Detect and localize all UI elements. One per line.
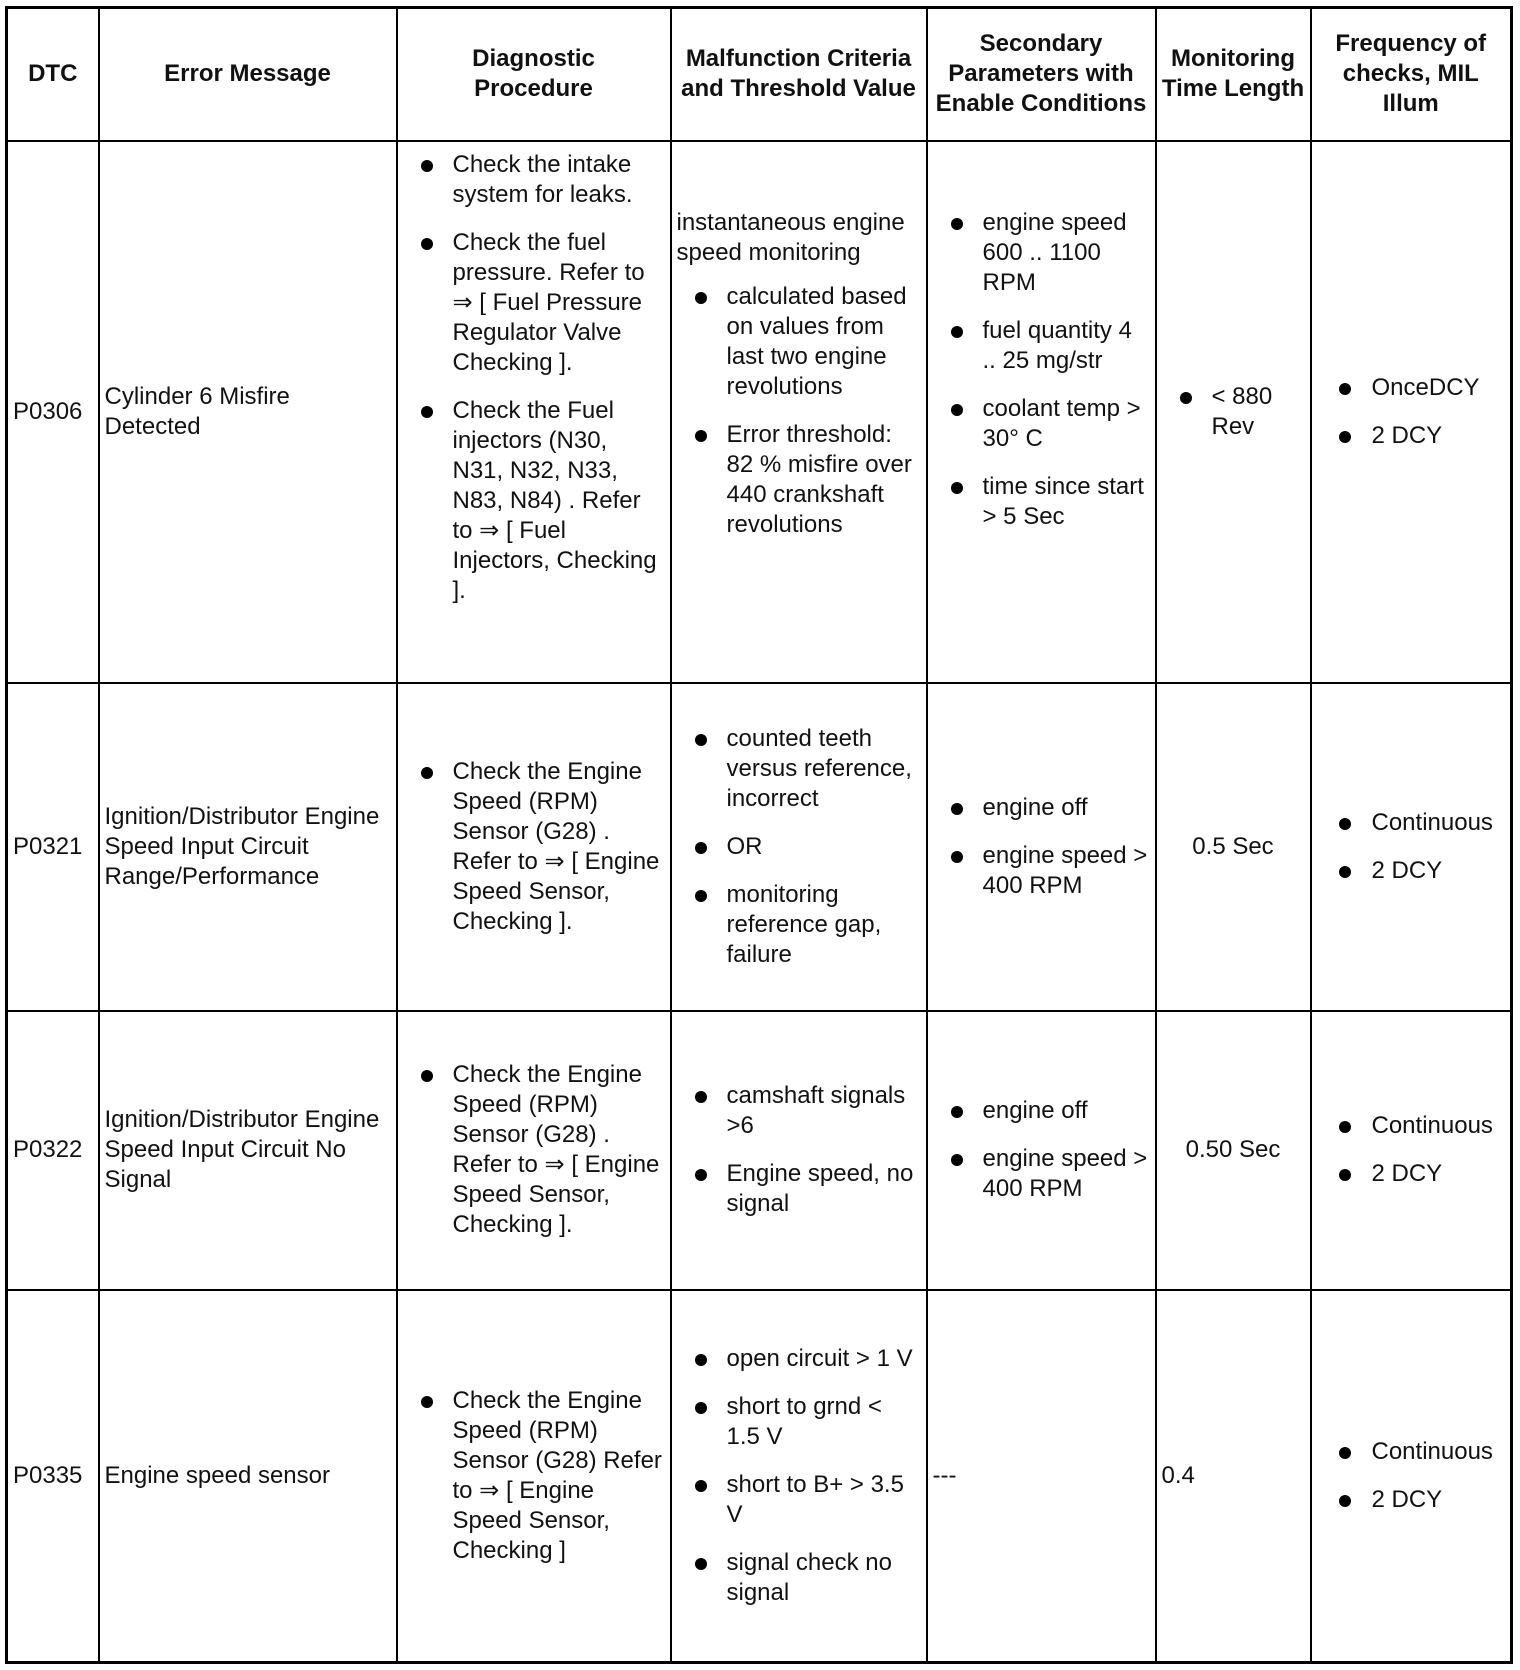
frequency	[1311, 1011, 1512, 1290]
frequency-item: Continuous	[1317, 1111, 1506, 1141]
error-message: Ignition/Distributor Engine Speed Input Circuit No Signal	[99, 1011, 397, 1290]
dtc-code: P0335	[7, 1290, 99, 1663]
table-row	[7, 683, 1512, 1011]
secondary-item: engine speed > 400 RPM	[933, 1144, 1150, 1204]
secondary-parameters	[927, 141, 1156, 683]
diagnostic-procedure	[397, 141, 671, 683]
frequency-item: 2 DCY	[1317, 856, 1506, 886]
malfunction-item: signal check no signal	[677, 1548, 921, 1608]
frequency-item: Continuous	[1317, 808, 1506, 838]
table-row	[7, 1011, 1512, 1290]
header-row	[7, 8, 1512, 141]
frequency	[1311, 683, 1512, 1011]
frequency-item: 2 DCY	[1317, 1159, 1506, 1189]
frequency-item: Continuous	[1317, 1437, 1506, 1467]
secondary-item: engine speed 600 .. 1100 RPM	[933, 208, 1150, 298]
malfunction-criteria	[671, 141, 927, 683]
procedure-item: Check the Engine Speed (RPM) Sensor (G28) Refer to ⇒ [ Engine Speed Sensor, Checking ]	[403, 1386, 665, 1566]
diagnostic-procedure	[397, 1290, 671, 1663]
secondary-parameters	[927, 1011, 1156, 1290]
frequency	[1311, 1290, 1512, 1663]
dtc-table	[5, 6, 1513, 1664]
secondary-item: fuel quantity 4 .. 25 mg/str	[933, 316, 1150, 376]
secondary-item: engine off	[933, 793, 1150, 823]
header-error-message: Error Message	[99, 8, 397, 141]
malfunction-item: OR	[677, 832, 921, 862]
header-secondary-parameters: Secondary Parameters with Enable Conditions	[927, 8, 1156, 141]
header-diagnostic-procedure	[397, 8, 671, 141]
malfunction-item: short to B+ > 3.5 V	[677, 1470, 921, 1530]
procedure-item: Check the intake system for leaks.	[403, 150, 665, 210]
malfunction-item: Engine speed, no signal	[677, 1159, 921, 1219]
malfunction-criteria	[671, 1011, 927, 1290]
secondary-parameters	[927, 683, 1156, 1011]
dtc-code: P0322	[7, 1011, 99, 1290]
header-frequency: Frequency of checks, MIL Illum	[1311, 8, 1512, 141]
malfunction-item: calculated based on values from last two engine revolutions	[677, 282, 921, 402]
procedure-item: Check the Engine Speed (RPM) Sensor (G28) . Refer to ⇒ [ Engine Speed Sensor, Checking ].	[403, 757, 665, 937]
procedure-item: Check the Engine Speed (RPM) Sensor (G28) . Refer to ⇒ [ Engine Speed Sensor, Checking ].	[403, 1060, 665, 1240]
malfunction-item: short to grnd < 1.5 V	[677, 1392, 921, 1452]
table-row	[7, 141, 1512, 683]
monitoring-time: 0.50 Sec	[1156, 1011, 1311, 1290]
frequency-item: 2 DCY	[1317, 421, 1506, 451]
dtc-code: P0321	[7, 683, 99, 1011]
frequency	[1311, 141, 1512, 683]
procedure-item: Check the fuel pressure. Refer to ⇒ [ Fuel Pressure Regulator Valve Checking ].	[403, 228, 665, 378]
monitoring-time	[1156, 141, 1311, 683]
diagnostic-procedure	[397, 683, 671, 1011]
malfunction-item: camshaft signals >6	[677, 1081, 921, 1141]
error-message: Ignition/Distributor Engine Speed Input Circuit Range/Performance	[99, 683, 397, 1011]
table-row	[7, 1290, 1512, 1663]
time-item: < 880 Rev	[1162, 382, 1305, 442]
header-diagnostic-procedure-text: Diagnostic Procedure	[472, 45, 595, 103]
diagnostic-procedure	[397, 1011, 671, 1290]
malfunction-criteria	[671, 1290, 927, 1663]
header-monitoring-time: Monitoring Time Length	[1156, 8, 1311, 141]
malfunction-item: Error threshold: 82 % misfire over 440 crankshaft revolutions	[677, 420, 921, 540]
malfunction-item: monitoring reference gap, failure	[677, 880, 921, 970]
error-message: Engine speed sensor	[99, 1290, 397, 1663]
monitoring-time: 0.4	[1156, 1290, 1311, 1663]
malfunction-criteria	[671, 683, 927, 1011]
frequency-item: 2 DCY	[1317, 1485, 1506, 1515]
header-malfunction-criteria: Malfunction Criteria and Threshold Value	[671, 8, 927, 141]
secondary-item: engine off	[933, 1096, 1150, 1126]
monitoring-time: 0.5 Sec	[1156, 683, 1311, 1011]
secondary-item: time since start > 5 Sec	[933, 472, 1150, 532]
malfunction-item: counted teeth versus reference, incorrect	[677, 724, 921, 814]
malfunction-intro: instantaneous engine speed monitoring	[676, 208, 905, 266]
secondary-item: coolant temp > 30° C	[933, 394, 1150, 454]
frequency-item: OnceDCY	[1317, 373, 1506, 403]
dtc-code: P0306	[7, 141, 99, 683]
secondary-item: engine speed > 400 RPM	[933, 841, 1150, 901]
header-dtc: DTC	[7, 8, 99, 141]
error-message: Cylinder 6 Misfire Detected	[99, 141, 397, 683]
procedure-item: Check the Fuel injectors (N30, N31, N32, N33, N83, N84) . Refer to ⇒ [ Fuel Injectors, Checking ].	[403, 396, 665, 606]
malfunction-item: open circuit > 1 V	[677, 1344, 921, 1374]
secondary-parameters: ---	[927, 1290, 1156, 1663]
